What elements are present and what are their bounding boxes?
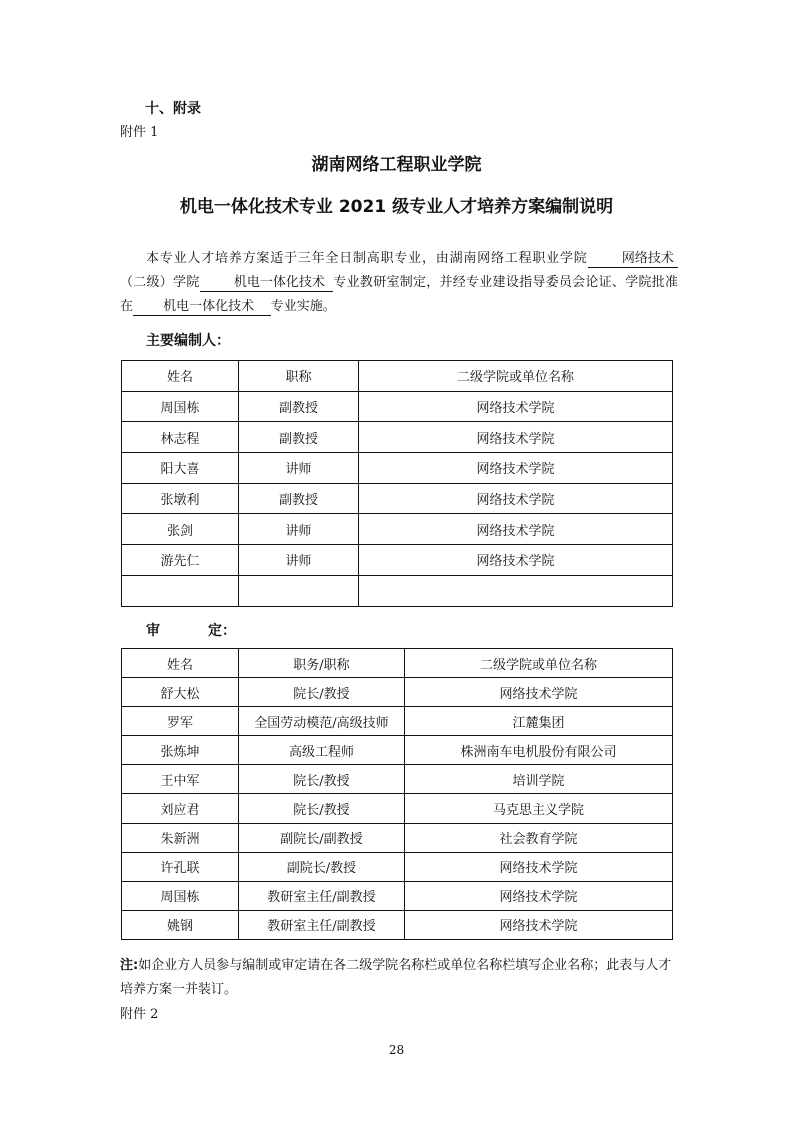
note-text: 如企业方人员参与编制或审定请在各二级学院名称栏或单位名称栏填写企业名称；此表与人才培养方案一并装订。 bbox=[120, 958, 672, 997]
column-header: 姓名 bbox=[122, 649, 239, 678]
compilers-table bbox=[121, 360, 673, 607]
attachment-label: 附件 2 bbox=[120, 1007, 159, 1022]
table-cell: 副教授 bbox=[239, 391, 359, 422]
column-header: 二级学院或单位名称 bbox=[359, 361, 673, 392]
table-row bbox=[122, 678, 673, 707]
table-cell: 网络技术学院 bbox=[359, 453, 673, 484]
table-cell: 周国栋 bbox=[122, 881, 239, 910]
table-cell: 刘应君 bbox=[122, 794, 239, 823]
table-cell: 舒大松 bbox=[122, 678, 239, 707]
intro-text: 专业教研室制定，并经专业建设指导委员会论证、学院批准在 bbox=[120, 275, 678, 314]
table-cell: 院长/教授 bbox=[239, 678, 405, 707]
table-row bbox=[122, 453, 673, 484]
intro-paragraph bbox=[120, 247, 678, 319]
empty-cell bbox=[359, 575, 673, 606]
table-cell: 网络技术学院 bbox=[359, 545, 673, 576]
table-row bbox=[122, 765, 673, 794]
intro-text: 专业实施。 bbox=[270, 299, 336, 314]
table-cell: 网络技术学院 bbox=[405, 678, 673, 707]
table-cell: 朱新洲 bbox=[122, 823, 239, 852]
column-header: 二级学院或单位名称 bbox=[405, 649, 673, 678]
compilers-label: 主要编制人： bbox=[146, 333, 230, 349]
note bbox=[120, 954, 680, 1002]
table-cell: 副教授 bbox=[239, 483, 359, 514]
table-cell: 副教授 bbox=[239, 422, 359, 453]
table-cell: 网络技术学院 bbox=[405, 881, 673, 910]
table-cell: 林志程 bbox=[122, 422, 239, 453]
table-cell: 院长/教授 bbox=[239, 765, 405, 794]
table-cell: 周国栋 bbox=[122, 391, 239, 422]
major-field: 机电一体化技术 bbox=[133, 298, 271, 316]
college-field: 网络技术 bbox=[588, 250, 678, 268]
table-cell: 王中军 bbox=[122, 765, 239, 794]
table-cell: 网络技术学院 bbox=[359, 422, 673, 453]
table-cell: 姚钢 bbox=[122, 910, 239, 939]
table-cell: 副院长/副教授 bbox=[239, 823, 405, 852]
reviewers-header-row bbox=[122, 649, 673, 678]
table-cell: 全国劳动模范/高级技师 bbox=[239, 707, 405, 736]
table-cell: 网络技术学院 bbox=[359, 514, 673, 545]
table-cell: 教研室主任/副教授 bbox=[239, 881, 405, 910]
note-label: 注: bbox=[120, 958, 139, 973]
table-cell: 游先仁 bbox=[122, 545, 239, 576]
table-row bbox=[122, 391, 673, 422]
table-row bbox=[122, 910, 673, 939]
table-row bbox=[122, 823, 673, 852]
major-field: 机电一体化技术 bbox=[200, 274, 334, 292]
table-cell: 培训学院 bbox=[405, 765, 673, 794]
column-header: 职称 bbox=[239, 361, 359, 392]
table-cell: 院长/教授 bbox=[239, 794, 405, 823]
column-header: 职务/职称 bbox=[239, 649, 405, 678]
table-cell: 社会教育学院 bbox=[405, 823, 673, 852]
table-row bbox=[122, 736, 673, 765]
table-cell: 张剑 bbox=[122, 514, 239, 545]
table-cell: 副院长/教授 bbox=[239, 852, 405, 881]
table-row bbox=[122, 483, 673, 514]
document-title: 湖南网络工程职业学院 bbox=[311, 155, 482, 175]
column-header: 姓名 bbox=[122, 361, 239, 392]
table-row bbox=[122, 514, 673, 545]
reviewers-table bbox=[121, 648, 673, 940]
page-number: 28 bbox=[388, 1043, 405, 1057]
table-cell: 张墩利 bbox=[122, 483, 239, 514]
intro-text: （二级）学院 bbox=[120, 275, 200, 290]
table-row bbox=[122, 881, 673, 910]
table-cell: 网络技术学院 bbox=[359, 483, 673, 514]
table-cell: 讲师 bbox=[239, 453, 359, 484]
intro-text: 本专业人才培养方案适于三年全日制高职专业，由湖南网络工程职业学院 bbox=[146, 251, 588, 266]
table-cell: 网络技术学院 bbox=[405, 852, 673, 881]
table-cell: 高级工程师 bbox=[239, 736, 405, 765]
section-heading: 十、附录 bbox=[145, 101, 201, 117]
table-row bbox=[122, 707, 673, 736]
table-row bbox=[122, 794, 673, 823]
table-cell: 马克思主义学院 bbox=[405, 794, 673, 823]
table-cell: 网络技术学院 bbox=[359, 391, 673, 422]
table-row bbox=[122, 422, 673, 453]
table-cell: 阳大喜 bbox=[122, 453, 239, 484]
attachment-label: 附件 1 bbox=[120, 125, 159, 140]
table-cell: 讲师 bbox=[239, 545, 359, 576]
empty-row bbox=[122, 575, 673, 606]
table-cell: 江麓集团 bbox=[405, 707, 673, 736]
table-row bbox=[122, 852, 673, 881]
table-cell: 株洲南车电机股份有限公司 bbox=[405, 736, 673, 765]
table-cell: 网络技术学院 bbox=[405, 910, 673, 939]
table-cell: 许孔联 bbox=[122, 852, 239, 881]
empty-cell bbox=[122, 575, 239, 606]
reviewers-label: 审 定： bbox=[146, 623, 236, 639]
table-cell: 讲师 bbox=[239, 514, 359, 545]
document-subtitle: 机电一体化技术专业 2021 级专业人才培养方案编制说明 bbox=[179, 197, 614, 217]
empty-cell bbox=[239, 575, 359, 606]
compilers-header-row bbox=[122, 361, 673, 392]
table-cell: 教研室主任/副教授 bbox=[239, 910, 405, 939]
table-cell: 罗军 bbox=[122, 707, 239, 736]
table-cell: 张炼坤 bbox=[122, 736, 239, 765]
table-row bbox=[122, 545, 673, 576]
